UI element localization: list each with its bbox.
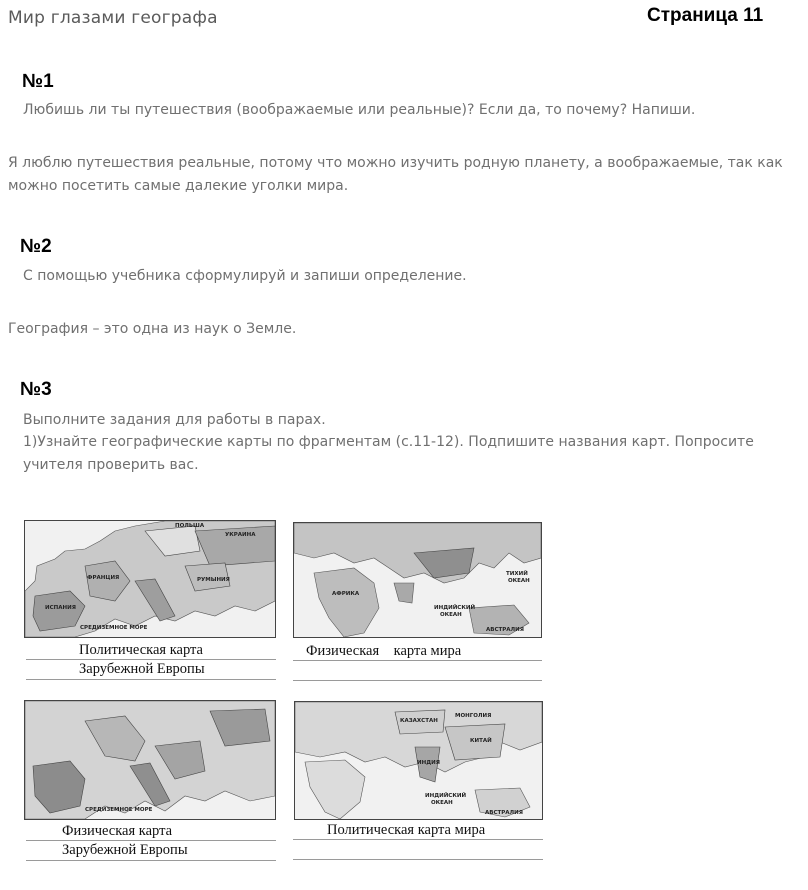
map-label: ИНДИЯ <box>417 760 440 766</box>
answer-line <box>26 679 276 680</box>
map-europe-political <box>24 520 276 638</box>
map-label: РУМЫНИЯ <box>197 577 230 583</box>
map-label: УКРАИНА <box>225 532 256 538</box>
map-label: АВСТРАЛИЯ <box>486 627 524 633</box>
map-label: АВСТРАЛИЯ <box>485 810 523 816</box>
answer-line <box>293 859 543 860</box>
map-label: ИНДИЙСКИЙ <box>425 793 467 799</box>
answer-line <box>26 659 276 660</box>
map-label: ТИХИЙ <box>506 571 528 577</box>
map-2-caption: Физическая карта мира <box>306 643 462 659</box>
task-2-question: С помощью учебника сформулируй и запиши определение. <box>23 268 467 284</box>
map-world-physical <box>293 522 542 638</box>
page-number: Страница 11 <box>647 5 764 26</box>
task-2-answer: География – это одна из наук о Земле. <box>8 321 297 337</box>
map-label: КАЗАХСТАН <box>400 718 438 724</box>
map-label: ОКЕАН <box>431 800 453 806</box>
site-title: Мир глазами географа <box>8 8 218 28</box>
map-3-caption-line-2: Зарубежной Европы <box>62 842 188 858</box>
map-label: МОНГОЛИЯ <box>455 713 492 719</box>
task-1-answer-line-2: можно посетить самые далекие уголки мира. <box>8 178 349 194</box>
task-3-question-line-3: учителя проверить вас. <box>23 457 199 473</box>
map-label: КИТАЙ <box>470 738 492 744</box>
map-3-caption-line-1: Физическая карта <box>62 823 173 839</box>
task-2-number: №2 <box>20 236 52 257</box>
map-label: ИСПАНИЯ <box>45 605 76 611</box>
map-label: ОКЕАН <box>440 612 462 618</box>
map-4-caption: Политическая карта мира <box>327 822 486 838</box>
map-world-political <box>294 701 543 820</box>
map-label: СРЕДИЗЕМНОЕ МОРЕ <box>85 807 153 813</box>
map-label: ИНДИЙСКИЙ <box>434 605 476 611</box>
task-1-number: №1 <box>22 71 54 92</box>
answer-line <box>293 839 543 840</box>
map-label: ОКЕАН <box>508 578 530 584</box>
task-1-question: Любишь ли ты путешествия (воображаемые или реальные)? Если да, то почему? Напиши. <box>23 102 696 118</box>
map-label: ПОЛЬША <box>175 523 205 529</box>
task-1-answer-line-1: Я люблю путешествия реальные, потому что можно изучить родную планету, а воображаемые, так как <box>8 155 783 171</box>
map-label: СРЕДИЗЕМНОЕ МОРЕ <box>80 625 148 631</box>
answer-line <box>293 680 542 681</box>
task-3-question-line-1: Выполните задания для работы в парах. <box>23 412 326 428</box>
answer-line <box>26 840 276 841</box>
map-label: ФРАНЦИЯ <box>87 575 120 581</box>
map-1-caption-line-1: Политическая карта <box>79 642 203 658</box>
map-label: АФРИКА <box>332 591 360 597</box>
map-1-caption-line-2: Зарубежной Европы <box>79 661 205 677</box>
task-3-number: №3 <box>20 379 52 400</box>
answer-line <box>26 860 276 861</box>
map-europe-physical <box>24 700 276 820</box>
task-3-question-line-2: 1)Узнайте географические карты по фрагментам (с.11-12). Подпишите названия карт. Попросите <box>23 434 754 450</box>
answer-line <box>293 660 542 661</box>
